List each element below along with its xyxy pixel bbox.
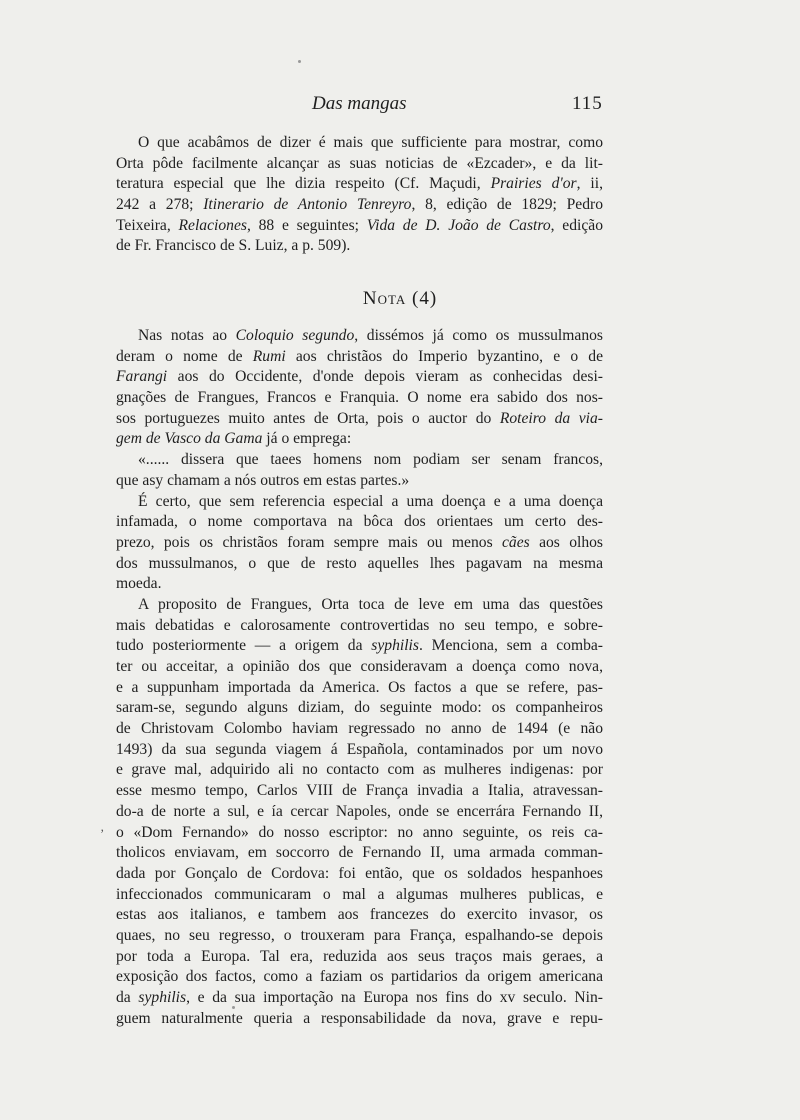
text-line: quaes, no seu regresso, o trouxeram para França, espalhando-se depois xyxy=(116,926,603,944)
paper-speck xyxy=(232,1006,235,1009)
text-line: do-a de norte a sul, e ía cercar Napoles, onde se encerrára Fernando II, xyxy=(116,802,603,820)
text-line: prezo, pois os christãos foram sempre mais ou menos cães aos olhos xyxy=(116,533,603,551)
text-line: de Fr. Francisco de S. Luiz, a p. 509). xyxy=(116,237,351,255)
text-line: infamada, o nome comportava na bôca dos orientaes um certo des- xyxy=(116,513,603,531)
text-line: Farangi aos do Occidente, d'onde depois vieram as conhecidas desi- xyxy=(116,368,603,386)
note-body xyxy=(116,326,603,1029)
text-line: gem de Vasco da Gama já o emprega: xyxy=(116,430,352,448)
text-line: dos mussulmanos, o que de resto aquelles lhes pagavam na mesma xyxy=(116,554,603,572)
note-heading-word: Nota xyxy=(362,288,407,309)
text-line: Orta pôde facilmente alcançar as suas noticias de «Ezcader», e da lit- xyxy=(116,154,603,172)
margin-mark: ’ xyxy=(100,826,105,841)
text-line: É certo, que sem referencia especial a uma doença e a uma doença xyxy=(138,492,603,510)
text-line: mais debatidas e calorosamente controvertidas no seu tempo, e sobre- xyxy=(116,616,603,634)
page-number: 115 xyxy=(572,93,603,114)
text-line: infeccionados communicaram o mal a algumas mulheres publicas, e xyxy=(116,885,603,903)
text-line: tudo posteriormente — a origem da syphilis. Menciona, sem a comba- xyxy=(116,637,603,655)
text-line: 242 a 278; Itinerario de Antonio Tenreyro, 8, edição de 1829; Pedro xyxy=(116,196,603,214)
text-line: esse mesmo tempo, Carlos VIII de França invadia a Italia, atravessan- xyxy=(116,782,603,800)
note-heading-number: (4) xyxy=(412,288,438,309)
text-line: saram-se, segundo alguns diziam, do seguinte modo: os companheiros xyxy=(116,699,603,717)
text-line: e a suppunham importada da America. Os factos a que se refere, pas- xyxy=(116,678,603,696)
text-line: sos portuguezes muito antes de Orta, pois o auctor do Roteiro da via- xyxy=(116,409,603,427)
text-line: tholicos enviavam, em soccorro de Fernando II, uma armada comman- xyxy=(116,844,603,862)
text-line: de Christovam Colombo haviam regressado no anno de 1494 (e não xyxy=(116,720,603,738)
text-line: dada por Gonçalo de Cordova: foi então, que os soldados hespanhoes xyxy=(116,864,603,882)
text-line: por toda a Europa. Tal era, reduzida aos seus traços mais geraes, a xyxy=(116,947,603,965)
text-line: Nas notas ao Coloquio segundo, dissémos já como os mussulmanos xyxy=(138,327,603,344)
text-line: gnações de Frangues, Francos e Franquia. O nome era sabido dos nos- xyxy=(116,389,603,407)
text-line: O que acabâmos de dizer é mais que sufficiente para mostrar, como xyxy=(138,134,603,151)
text-line: e grave mal, adquirido ali no contacto com as mulheres indigenas: por xyxy=(116,761,603,779)
text-line: ter ou acceitar, a opinião dos que consideravam a doença como nova, xyxy=(116,658,603,675)
text-line: moeda. xyxy=(116,575,162,593)
text-line: estas aos italianos, e tambem aos francezes do exercito invasor, os xyxy=(116,906,603,924)
text-line: Teixeira, Relaciones, 88 e seguintes; Vida de D. João de Castro, edição xyxy=(116,216,603,234)
text-line: o «Dom Fernando» do nosso escriptor: no anno seguinte, os reis ca- xyxy=(116,823,603,841)
quotation-line: «...... dissera que taees homens nom podiam ser senam francos, xyxy=(138,451,603,469)
running-title: Das mangas xyxy=(312,93,407,114)
paper-speck xyxy=(298,60,301,63)
running-head xyxy=(0,93,800,123)
note-heading xyxy=(0,288,800,310)
text-line: deram o nome de Rumi aos christãos do Imperio byzantino, e o de xyxy=(116,347,603,365)
text-line: da syphilis, e da sua importação na Europa nos fins do xv seculo. Nin- xyxy=(116,989,603,1006)
paragraph-continuation xyxy=(116,133,603,257)
text-line: guem naturalmente queria a responsabilidade da nova, grave e repu- xyxy=(116,1009,603,1027)
text-line: teratura especial que lhe dizia respeito (Cf. Maçudi, Prairies d'or, ii, xyxy=(116,175,603,193)
text-line: exposição dos factos, como a faziam os partidarios da origem americana xyxy=(116,968,603,986)
text-line: A proposito de Frangues, Orta toca de leve em uma das questões xyxy=(138,595,603,613)
quotation-line: que asy chamam a nós outros em estas partes.» xyxy=(116,471,410,489)
text-line: 1493) da sua segunda viagem á Española, contaminados por um novo xyxy=(116,740,603,758)
